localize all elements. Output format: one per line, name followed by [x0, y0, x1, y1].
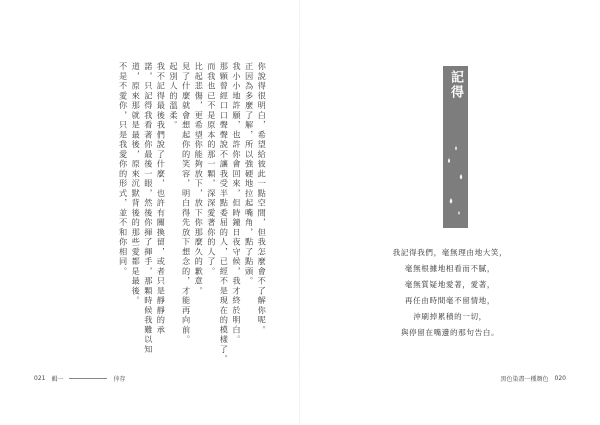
title-banner: [443, 66, 468, 228]
left-page-footer: [34, 374, 125, 383]
poem-line: 沖刷掉累積的一切，: [413, 312, 487, 321]
poem-title: 記得: [448, 70, 463, 100]
poem-line: 我記得我們，毫無理由地大笑，: [392, 248, 508, 257]
poem-line: 毫無質疑地愛著，愛著，: [404, 280, 496, 289]
right-page: [300, 0, 600, 425]
text-column: 比起悲傷，更希望你能夠放下，放下你那麼久的歉意。: [194, 62, 205, 296]
raindrop-icon: [458, 211, 460, 215]
text-column: 起別人的溫柔。: [169, 62, 179, 131]
page-number-right: 020: [554, 375, 566, 382]
right-page-footer: [501, 374, 566, 383]
poem-body: [300, 245, 600, 341]
text-column: 你說得很明白，希望給彼此一點空間，但我怎麼會不了解你呢。: [257, 62, 268, 335]
text-column: 不是不愛你，只是我愛你的形式，並不和你相同。: [118, 62, 129, 277]
text-column: 見了什麼就會想起你的笑容，明白得先放下想念的，才能再向前。: [181, 62, 192, 345]
section-label: 輯一: [51, 376, 64, 383]
poem-line: 毫無根據地相看而不膩，: [404, 264, 496, 273]
raindrop-icon: [448, 158, 450, 163]
text-column: 那顆曾經口口聲聲說不讓我受半點委屈的人，已經不是現在的模樣了。: [219, 62, 230, 365]
poem-line: 與停留在嘴邊的那句告白。: [400, 328, 500, 337]
page-number-left: 021: [34, 375, 46, 382]
text-column: 我不記得最後我們說了什麼，也許有關換留，或者只是靜靜的承: [156, 62, 167, 335]
raindrop-icon: [455, 146, 457, 150]
chapter-label: 倖存: [113, 376, 126, 383]
poem-line: 再任由時間毫不留情地，: [404, 296, 496, 305]
text-column: 而我也已不是原本的那一顆，深深愛著你的人了。: [206, 62, 217, 277]
text-column: 道，原來那就是最後，原來沉默背後的那些愛都是最後。: [131, 62, 142, 306]
footer-rule: [69, 378, 107, 379]
text-column: 正因為多麼了解，所以強硬地拉起嘴角，點了點頭。: [244, 62, 255, 287]
raindrops-decoration: [443, 66, 468, 228]
text-column: 我小小地許願，也許你會回來，但時鐘日夜守候，我才終於明白。: [232, 62, 242, 345]
raindrop-icon: [450, 198, 453, 204]
text-column: 諾，只記得我看著你最後一眼，然後你揮了揮手，那顆時候我難以知: [143, 62, 154, 355]
book-title: 黑色染盡一種顏色: [500, 376, 549, 383]
raindrop-icon: [460, 174, 462, 179]
